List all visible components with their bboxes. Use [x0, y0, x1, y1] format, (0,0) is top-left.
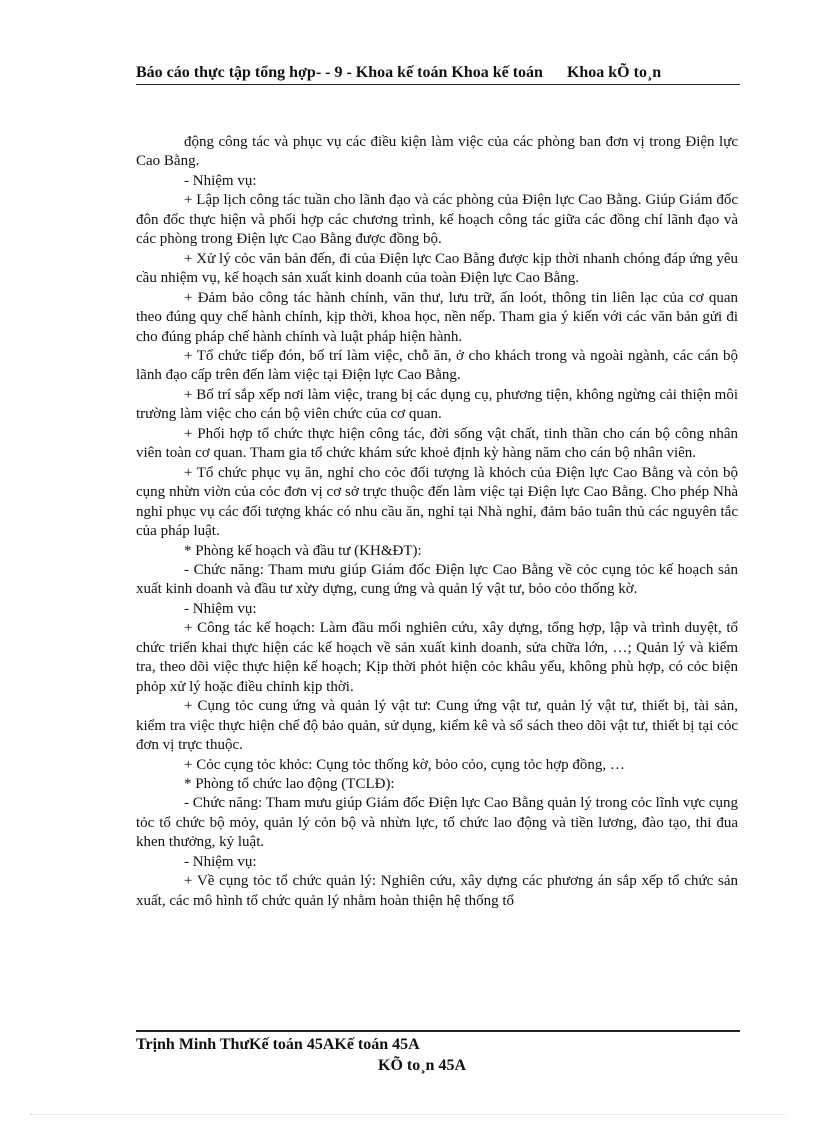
paragraph: + Phối hợp tổ chức thực hiện công tác, đời sống vật chất, tinh thần cho cán bộ công nhân viên toàn cơ quan. Tham gia tổ chức khám sức khoẻ định kỳ hàng năm cho cán bộ nhân viên. [136, 425, 738, 462]
paragraph: động công tác và phục vụ các điều kiện làm việc của các phòng ban đơn vị trong Điện lực Cao Bằng. [136, 134, 738, 170]
paragraph: - Nhiệm vụ: [184, 853, 257, 870]
section-heading: * Phòng kế hoạch và đầu tư (KH&ĐT): [184, 542, 422, 559]
paragraph: + Tổ chức phục vụ ăn, nghỉ cho cỏc đối tượng là khỏch của Điện lực Cao Bằng và cỏn bộ cụng nhừn viờn của cỏc đơn vị cơ sở trực thuộc đến làm việc tại Điện lực Cao Bằng. Cho phép Nhà nghỉ phục vụ các đối tượng khác có nhu cầu ăn, nghỉ tại Nhà nghỉ, đảm bảo tuân thủ các nguyên tắc của pháp luật. [136, 464, 738, 540]
footer-divider [136, 1030, 740, 1032]
paragraph: + Công tác kế hoạch: Làm đầu mối nghiên cứu, xây dựng, tổng hợp, lập và trình duyệt, tổ chức triển khai thực hiện các kế hoạch về sản xuất kinh doanh, sửa chữa lớn, …; Quản lý và kiểm tra, theo dõi việc thực hiện kế hoạch; Kịp thời phỏt hiện cỏc khâu yếu, không phù hợp, có cỏc biện phỏp xử lý hoặc điều chỉnh kịp thời. [136, 620, 738, 695]
paragraph: + Xử lý cỏc văn bản đến, đi của Điện lực Cao Bằng được kịp thời nhanh chóng đáp ứng yêu cầu nhiệm vụ, kế hoạch sản xuất kinh doanh của toàn Điện lực Cao Bằng. [136, 250, 738, 287]
paragraph: + Về cụng tỏc tổ chức quản lý: Nghiên cứu, xây dựng các phương án sắp xếp tổ chức sản xuất, các mô hình tổ chức quản lý nhằm hoàn thiện hệ thống tổ [136, 873, 738, 909]
paragraph: + Tổ chức tiếp đón, bố trí làm việc, chỗ ăn, ở cho khách trong và ngoài ngành, các cán bộ lãnh đạo cấp trên đến làm việc tại Điện lực Cao Bằng. [136, 347, 738, 384]
paragraph: - Chức năng: Tham mưu giúp Giám đốc Điện lực Cao Bằng quản lý trong cỏc lĩnh vực cụng tỏc tổ chức bộ mỏy, quản lý cỏn bộ và nhừn lực, tổ chức lao động và tiền lương, đào tạo, thi đua khen thưởng, kỷ luật. [136, 795, 738, 851]
footer-line-2: KÕ to¸n 45A [378, 1057, 466, 1074]
paragraph: - Chức năng: Tham mưu giúp Giám đốc Điện lực Cao Bằng về cỏc cụng tỏc kế hoạch sản xuất kinh doanh và đầu tư xừy dựng, cung ứng và quản lý vật tư, bỏo cỏo thống kờ. [136, 561, 738, 598]
paragraph: + Cỏc cụng tỏc khỏc: Cụng tỏc thống kờ, bỏo cỏo, cụng tỏc hợp đồng, … [184, 756, 625, 773]
page-bottom-border [30, 1114, 786, 1115]
section-heading: * Phòng tổ chức lao động (TCLĐ): [184, 775, 395, 792]
paragraph: - Nhiệm vụ: [184, 172, 257, 189]
paragraph: + Lập lịch công tác tuần cho lãnh đạo và các phòng của Điện lực Cao Bằng. Giúp Giám đốc đôn đốc thực hiện và phối hợp các chương trình, kế hoạch công tác giữa các đồng chí lãnh đạo và các phòng trong Điện lực Cao Bằng được đồng bộ. [136, 192, 738, 248]
paragraph: + Cụng tỏc cung ứng và quản lý vật tư: Cung ứng vật tư, quản lý vật tư, thiết bị, tài sản, kiểm tra việc thực hiện chế độ bảo quản, sử dụng, kiểm kê và sổ sách theo dõi vật tư, thiết bị tại cỏc đơn vị trực thuộc. [136, 698, 738, 754]
footer-line-1: Trịnh Minh ThưKế toán 45AKế toán 45A [136, 1036, 420, 1053]
page-header: Báo cáo thực tập tổng hợp- - 9 - Khoa kế toán Khoa kế toán Khoa kÕ to¸n [136, 64, 662, 81]
page-footer [136, 1034, 740, 1076]
body-text [136, 133, 738, 911]
paragraph: + Bố trí sắp xếp nơi làm việc, trang bị các dụng cụ, phương tiện, không ngừng cải thiện môi trường làm việc cho cán bộ viên chức của cơ quan. [136, 386, 738, 423]
paragraph: - Nhiệm vụ: [184, 600, 257, 617]
paragraph: + Đảm bảo công tác hành chính, văn thư, lưu trữ, ấn loót, thông tin liên lạc của cơ quan theo đúng quy chế hành chính, kịp thời, khoa học, nền nếp. Tham gia ý kiến với các văn bản gửi đi cho đúng pháp chế hành chính và luật pháp hiện hành. [136, 289, 738, 345]
header-divider [136, 84, 740, 85]
